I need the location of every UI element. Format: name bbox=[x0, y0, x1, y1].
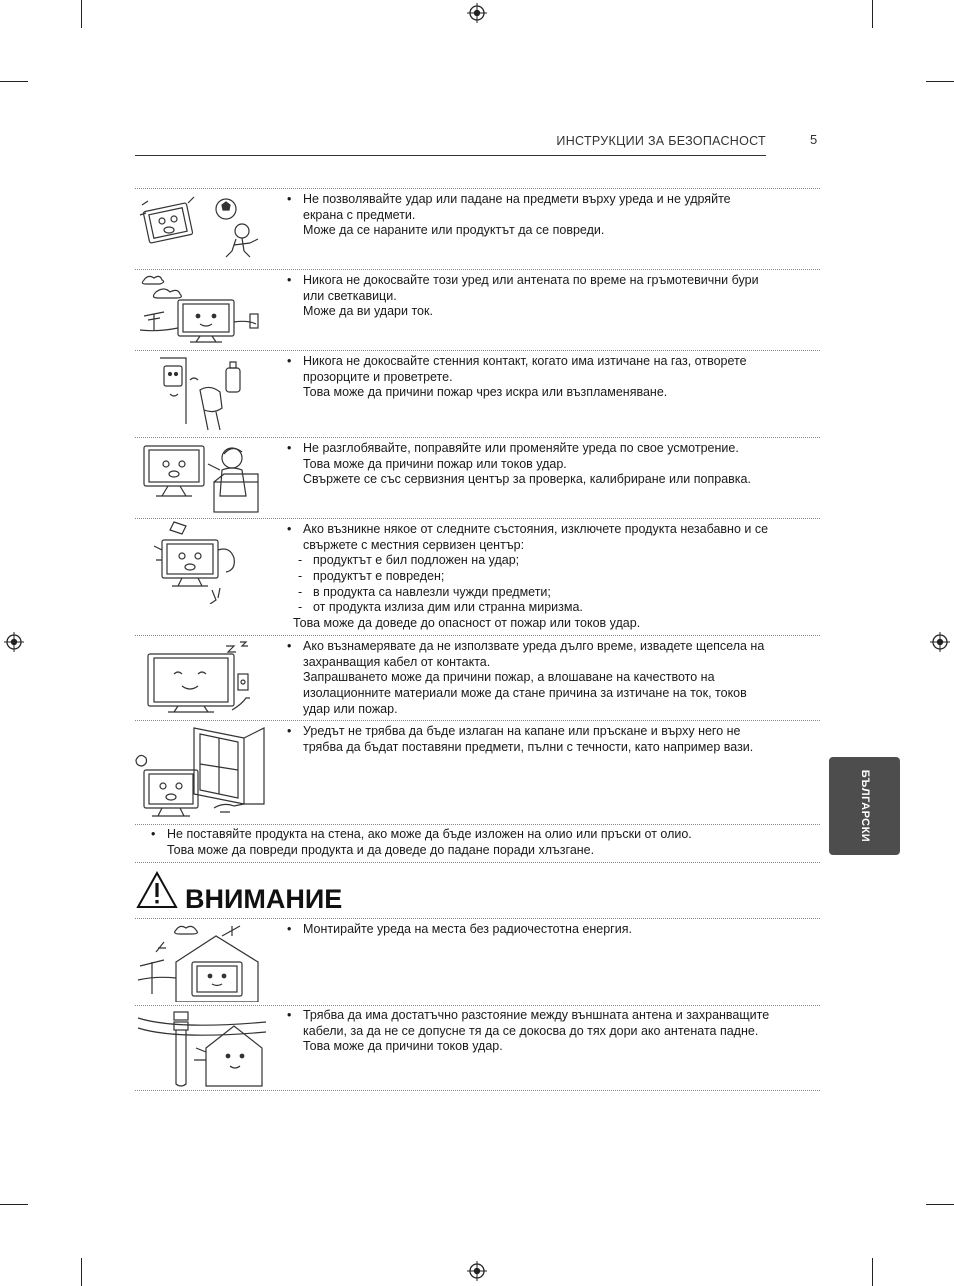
bullet-icon: • bbox=[287, 273, 292, 287]
text-line: Това може да причини токов удар. bbox=[303, 1039, 503, 1054]
bullet-icon: • bbox=[287, 1008, 292, 1022]
crop-mark bbox=[926, 1204, 954, 1205]
safety-text bbox=[303, 1008, 769, 1055]
tv-repair-technician-illustration bbox=[138, 440, 266, 516]
sub-item-text: от продукта излиза дим или странна миризма. bbox=[313, 600, 583, 614]
header-rule bbox=[135, 155, 766, 156]
row-divider bbox=[135, 720, 820, 721]
registration-mark-icon bbox=[930, 632, 950, 652]
text-line: Това може да причини пожар или токов удар. bbox=[303, 456, 567, 471]
safety-text bbox=[303, 922, 632, 938]
sub-item-text: продуктът е повреден; bbox=[313, 569, 445, 583]
safety-text bbox=[303, 724, 753, 755]
text-line: свържете с местния сервизен център: bbox=[303, 537, 525, 552]
crop-mark bbox=[81, 0, 82, 28]
row-divider bbox=[135, 918, 820, 919]
text-line: Ако възнамерявате да не използвате уреда дълго време, извадете щепсела на bbox=[303, 639, 765, 653]
consequence-text: Това може да доведе до опасност от пожар или токов удар. bbox=[293, 616, 641, 630]
registration-mark-icon bbox=[4, 632, 24, 652]
house-antenna-illustration bbox=[136, 922, 266, 1002]
section-title: ИНСТРУКЦИИ ЗА БЕЗОПАСНОСТ bbox=[556, 134, 766, 148]
text-line: Трябва да има достатъчно разстояние между външната антена и захранващите bbox=[303, 1008, 770, 1022]
registration-mark-icon bbox=[467, 1261, 487, 1281]
text-line: Може да ви удари ток. bbox=[303, 304, 433, 319]
safety-text bbox=[167, 827, 692, 858]
crop-mark bbox=[926, 81, 954, 82]
crop-mark bbox=[872, 0, 873, 28]
text-line: Никога не докосвайте този уред или антената по време на гръмотевични бури bbox=[303, 273, 759, 287]
dash-marker: - bbox=[298, 585, 303, 599]
text-line: Никога не докосвайте стенния контакт, когато има изтичане на газ, отворете bbox=[303, 354, 747, 368]
dash-marker: - bbox=[298, 553, 303, 567]
text-line: кабели, за да не се допусне тя да се докосва до тях дори ако антената падне. bbox=[303, 1023, 759, 1038]
dash-marker: - bbox=[298, 569, 303, 583]
text-line: захранващия кабел от контакта. bbox=[303, 654, 491, 669]
row-divider bbox=[135, 1090, 820, 1091]
safety-text bbox=[303, 192, 731, 239]
text-line: прозорците и проветрете. bbox=[303, 369, 453, 384]
sub-item-text: продуктът е бил подложен на удар; bbox=[313, 553, 520, 567]
text-line: Не поставяйте продукта на стена, ако може да бъде изложен на олио или пръски от олио. bbox=[167, 827, 692, 841]
bullet-icon: • bbox=[287, 192, 292, 206]
text-line: удар или пожар. bbox=[303, 701, 398, 716]
safety-text bbox=[303, 273, 759, 320]
crop-mark bbox=[81, 1258, 82, 1286]
dash-marker: - bbox=[298, 600, 303, 614]
warning-triangle-icon bbox=[136, 871, 178, 909]
text-line: Свържете се със сервизния център за проверка, калибриране или поправка. bbox=[303, 472, 751, 487]
text-line: или светкавици. bbox=[303, 288, 397, 303]
text-line: Може да се нараните или продуктът да се повреди. bbox=[303, 223, 605, 238]
tv-hit-by-ball-illustration bbox=[138, 193, 266, 263]
tv-thunderstorm-illustration bbox=[138, 272, 266, 346]
text-line: Монтирайте уреда на места без радиочестотна енергия. bbox=[303, 922, 632, 936]
sub-item-text: в продукта са навлезли чужди предмети; bbox=[313, 585, 551, 599]
tv-unplugged-sleeping-illustration bbox=[142, 640, 264, 716]
bullet-icon: • bbox=[287, 354, 292, 368]
safety-text bbox=[303, 639, 764, 718]
safety-text bbox=[303, 354, 747, 401]
row-divider bbox=[135, 269, 820, 270]
caution-title: ВНИМАНИЕ bbox=[185, 884, 343, 914]
bullet-icon: • bbox=[287, 441, 292, 455]
crop-mark bbox=[0, 1204, 28, 1205]
text-line: екрана с предмети. bbox=[303, 207, 416, 222]
registration-mark-icon bbox=[467, 3, 487, 23]
language-tab-label: БЪЛГАРСКИ bbox=[858, 769, 871, 843]
text-line: Не позволявайте удар или падане на предмети върху уреда и не удряйте bbox=[303, 192, 731, 206]
text-line: Не разглобявайте, поправяйте или променяйте уреда по свое усмотрение. bbox=[303, 441, 739, 455]
damaged-tv-illustration bbox=[152, 520, 242, 604]
text-line: Запрашването може да причини пожар, а влошаване на качеството на bbox=[303, 670, 715, 685]
row-divider bbox=[135, 635, 820, 636]
bullet-icon: • bbox=[287, 522, 292, 536]
text-line: Това може да причини пожар чрез искра или възпламеняване. bbox=[303, 385, 668, 400]
crop-mark bbox=[872, 1258, 873, 1286]
gas-leak-outlet-illustration bbox=[150, 354, 250, 434]
text-line: Ако възникне някое от следните състояния, изключете продукта незабавно и се bbox=[303, 522, 769, 536]
safety-text bbox=[303, 441, 751, 488]
row-divider bbox=[135, 862, 820, 863]
row-divider bbox=[135, 1005, 820, 1006]
page-number: 5 bbox=[810, 132, 818, 147]
text-line: изолационните материали може да стане причина за изтичане на ток, токов bbox=[303, 686, 747, 701]
text-line: Това може да повреди продукта и да доведе до падане поради хлъзгане. bbox=[167, 842, 595, 857]
row-divider bbox=[135, 350, 820, 351]
language-tab bbox=[829, 757, 900, 855]
bullet-icon: • bbox=[287, 724, 292, 738]
row-divider bbox=[135, 824, 820, 825]
crop-mark bbox=[0, 81, 28, 82]
row-divider bbox=[135, 188, 820, 189]
tv-near-window-vase-illustration bbox=[134, 724, 268, 820]
row-divider bbox=[135, 437, 820, 438]
bullet-icon: • bbox=[151, 827, 156, 841]
bullet-icon: • bbox=[287, 639, 292, 653]
text-line: трябва да бъдат поставяни предмети, пълни с течности, като например вази. bbox=[303, 739, 754, 754]
antenna-power-lines-illustration bbox=[136, 1008, 266, 1088]
safety-text bbox=[303, 522, 768, 553]
bullet-icon: • bbox=[287, 922, 292, 936]
row-divider bbox=[135, 518, 820, 519]
text-line: Уредът не трябва да бъде излаган на капане или пръскане и върху него не bbox=[303, 724, 741, 738]
